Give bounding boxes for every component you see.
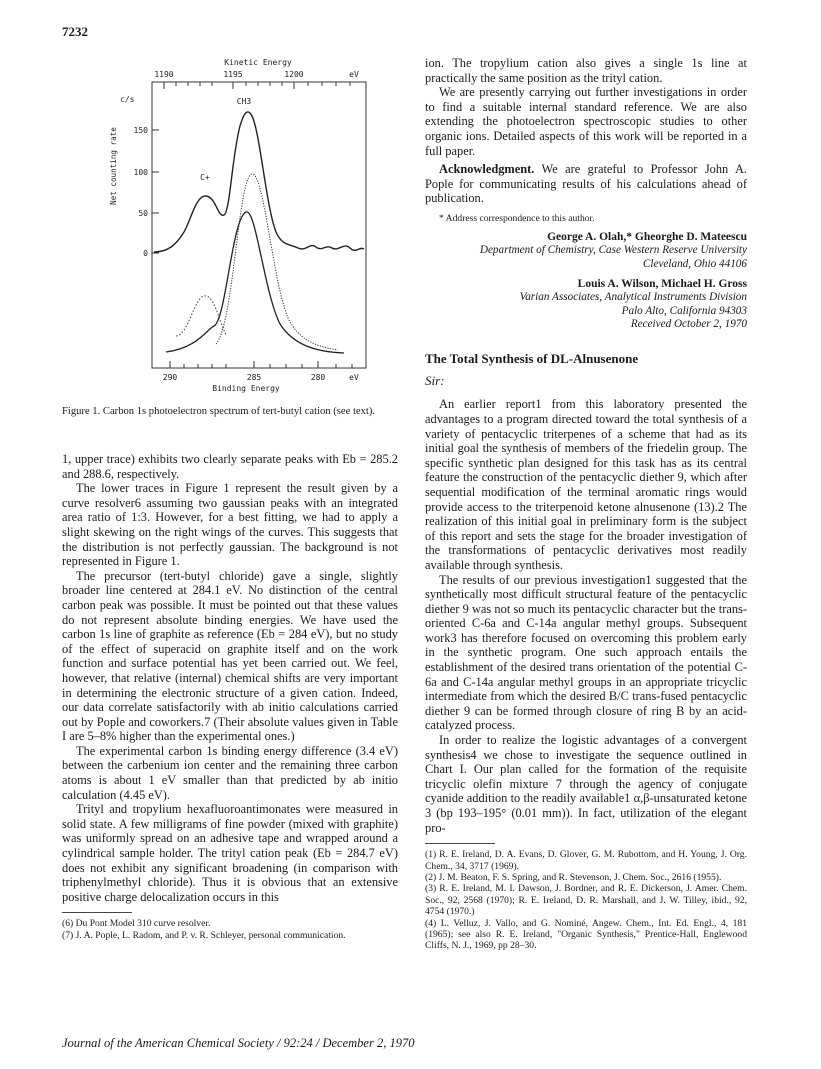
footnote-3: (3) R. E. Ireland, M. I. Dawson, J. Bordner, and R. E. Dickerson, J. Amer. Chem. Soc., 92, 2568 (1970); R. E. Ireland, D. R. Marshall, and J. W. Tilley, ibid., 92, 4754 (1970.) bbox=[425, 883, 747, 918]
resolved-peak-ch3 bbox=[216, 174, 338, 350]
spectrum-plot bbox=[58, 56, 388, 396]
y-tick-150: 150 bbox=[133, 126, 148, 135]
affiliation-2-line-1: Varian Associates, Analytical Instruments Division bbox=[519, 291, 747, 304]
y-tick-50: 50 bbox=[138, 209, 148, 218]
affiliation-2-line-2: Palo Alto, California 94303 bbox=[621, 304, 747, 317]
bottom-tick-290: 290 bbox=[162, 373, 178, 382]
top-tick-1195: 1195 bbox=[223, 70, 243, 79]
affiliation-1-line-2: Cleveland, Ohio 44106 bbox=[642, 257, 747, 270]
y-ticks bbox=[152, 130, 159, 253]
right-footnote-rule bbox=[425, 843, 495, 844]
signature-block bbox=[425, 230, 747, 331]
top-ticks bbox=[164, 82, 350, 89]
right-column bbox=[425, 56, 747, 952]
left-paragraph-5: Trityl and tropylium hexafluoroantimonates were measured in solid state. A few milligrams of fine powder (mixed with graphite) was uniformly spread on an adhesive tape and wrapped around a cylindrical sample holder. The trityl cation peak (Eb = 284.7 eV) does not exhibit any significant broadening (in comparison with triphenylmethyl chloride). Thus it is obvious that an extensive positive charge delocalization occurs in this bbox=[62, 802, 398, 904]
footnote-1: (1) R. E. Ireland, D. A. Evans, D. Glover, G. M. Rubottom, and H. Young, J. Org. Chem., 34, 3717 (1969). bbox=[425, 849, 747, 872]
bottom-tick-ev: eV bbox=[349, 373, 359, 382]
acknowledgment-label: Acknowledgment. bbox=[439, 162, 535, 177]
authors-group-2: Louis A. Wilson, Michael H. Gross bbox=[577, 278, 747, 291]
left-footnote-rule bbox=[62, 912, 132, 913]
spectrum-figure bbox=[58, 56, 388, 396]
article-title: The Total Synthesis of DL-Alnusenone bbox=[425, 351, 639, 367]
y-tick-100: 100 bbox=[133, 168, 148, 177]
right-paragraph-3: In order to realize the logistic advantages of a convergent synthesis4 we chose to investigate the sequence outlined in Chart I. Our plan called for the formation of the requisite tricyclic olefin mixture 7 through the agency of conjugate cyanide addition to the readily available1 α,β-unsaturated ketone 3 (bp 193–195° (0.01 mm)). In fact, utilization of the elegant pro- bbox=[425, 733, 747, 835]
lower-sum-trace bbox=[166, 212, 344, 353]
acknowledgment-text: We are grateful to Professor John A. Pople for communicating results of his calculations ahead of publication. bbox=[425, 162, 747, 206]
salutation: Sir: bbox=[425, 373, 445, 389]
figure-caption-text: Figure 1. Carbon 1s photoelectron spectrum of tert-butyl cation (see text). bbox=[62, 406, 376, 417]
left-column bbox=[62, 452, 398, 941]
plot-frame bbox=[152, 82, 366, 368]
right-paragraph-1: An earlier report1 from this laboratory presented the advantages to a program directed toward the total synthesis of a variety of pentacyclic triterpenes of a scheme that had as its initial goal the synthesis of members of the friedelin group. The specific synthetic plan designed for this task has as its central feature the construction of the pentacyclic diether 9, which after sequential modification of the terminal aromatic rings would provide access to the triterpenoid ketone alnusenone (13).2 The realization of this initial goal in preliminary form is the subject of this report and sets the stage for the broader investigation of the transformations of pentacyclic derivatives most readily available through synthesis. bbox=[425, 397, 747, 572]
footnote-6: (6) Du Pont Model 310 curve resolver. bbox=[62, 918, 211, 930]
footnote-2: (2) J. M. Beaton, F. S. Spring, and R. Stevenson, J. Chem. Soc., 2616 (1955). bbox=[425, 872, 722, 883]
right-paragraph-top-2: We are presently carrying out further investigations in order to find a suitable internal standard reference. We are also extending the photoelectron spectroscopic studies to other organic ions. Detailed aspects of this work will be reported in a full paper. bbox=[425, 85, 747, 158]
bottom-ticks bbox=[170, 361, 352, 368]
top-tick-ev: eV bbox=[349, 70, 359, 79]
acknowledgment bbox=[425, 162, 747, 206]
resolved-peak-cplus bbox=[176, 296, 226, 336]
left-paragraph-2: The lower traces in Figure 1 represent the result given by a curve resolver6 assuming two gaussian peaks with an integrated area ratio of 1:3. However, for a best fitting, we had to apply a slight skewing on the right wings of the curves. This suggests that the distribution is not perfectly gaussian. The background is not represented in Figure 1. bbox=[62, 481, 398, 569]
page-number: 7232 bbox=[62, 24, 88, 39]
left-paragraph-1: 1, upper trace) exhibits two clearly separate peaks with Eb = 285.2 and 288.6, respectively. bbox=[62, 452, 398, 481]
received-date: Received October 2, 1970 bbox=[630, 317, 747, 330]
left-paragraph-4: The experimental carbon 1s binding energy difference (3.4 eV) between the carbenium ion center and the remaining three carbon atoms is about 1 eV smaller than that predicted by ab initio calculation (4.45 eV). bbox=[62, 743, 398, 802]
cplus-peak-label: C+ bbox=[200, 173, 210, 182]
right-paragraph-2: The results of our previous investigation1 suggested that the synthetically most difficult structural feature of the pentacyclic diether 9 was not so much its pentacyclic character but the trans-oriented C-6a and C-14a angular methyl groups. Subsequent work3 has therefore focused on overcoming this problem early in the synthetic program. One such approach entails the establishment of the desired trans orientation of the potential C-6a and C-14a angular methyl groups in an appropriate tricyclic intermediate from which the desired B/C trans-fused pentacyclic diether 9 can be formed through closure of ring B by an acid-catalyzed process. bbox=[425, 572, 747, 733]
upper-spectrum-trace bbox=[154, 112, 364, 252]
figure-caption bbox=[62, 406, 388, 418]
y-axis-title: Net counting rate bbox=[109, 127, 118, 205]
footnote-7: (7) J. A. Pople, L. Radom, and P. v. R. Schleyer, personal communication. bbox=[62, 929, 346, 941]
y-tick-0: 0 bbox=[143, 249, 148, 258]
ch3-peak-label: CH3 bbox=[236, 97, 252, 106]
right-paragraph-top-1: ion. The tropylium cation also gives a single 1s line at practically the same position as the trityl cation. bbox=[425, 56, 747, 85]
bottom-axis-title: Binding Energy bbox=[212, 384, 280, 393]
journal-footer: Journal of the American Chemical Society / 92:24 / December 2, 1970 bbox=[62, 1036, 415, 1050]
top-tick-1190: 1190 bbox=[154, 70, 174, 79]
affiliation-1-line-1: Department of Chemistry, Case Western Reserve University bbox=[479, 244, 747, 257]
bottom-tick-280: 280 bbox=[310, 373, 326, 382]
authors-group-1: George A. Olah,* Gheorghe D. Mateescu bbox=[547, 231, 747, 244]
y-unit-label: c/s bbox=[120, 95, 135, 104]
top-tick-1200: 1200 bbox=[284, 70, 304, 79]
top-axis-title: Kinetic Energy bbox=[224, 58, 292, 67]
address-note: * Address correspondence to this author. bbox=[439, 212, 595, 224]
bottom-tick-285: 285 bbox=[246, 373, 262, 382]
footnote-4: (4) L. Velluz, J. Vallo, and G. Nominé, Angew. Chem., Int. Ed. Engl., 4, 181 (1965); see also R. E. Ireland, "Organic Synthesis," Prentice-Hall, Englewood Cliffs, N. J., 1969, pp 28–30. bbox=[425, 917, 747, 952]
left-paragraph-3: The precursor (tert-butyl chloride) gave a single, slightly broader line centered at 284.1 eV. No distinction of the central carbon peak was possible. It must be pointed out that these values do not represent absolute binding energies. We have used the carbon 1s line of graphite as reference (Eb = 284 eV), but no study of the effect of superacid on graphite itself and on the work function and surface potential has yet been carried out. We feel, however, that relative (internal) chemical shifts are very important in determining the electronic structure of a given cation. Indeed, our data correlate satisfactorily with ab initio calculations carried out by Pople and coworkers.7 (Their absolute values given in Table I are 5–8% higher than the experimental ones.) bbox=[62, 568, 398, 744]
